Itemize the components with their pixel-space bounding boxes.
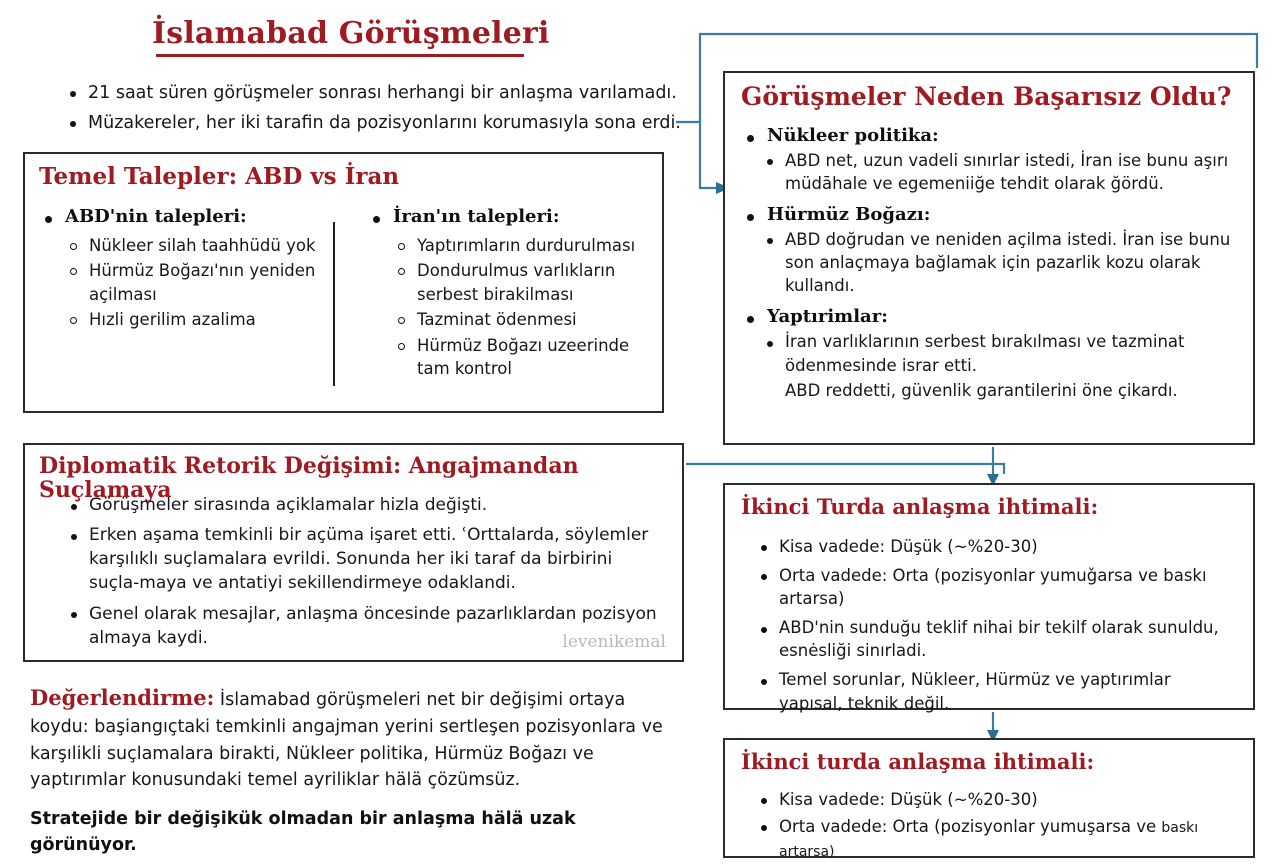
why-failed-heading: Görüşmeler Neden Başarısız Oldu? bbox=[741, 82, 1232, 111]
assessment-block bbox=[30, 682, 680, 859]
iran-demands-list bbox=[367, 234, 651, 381]
intro-bullet: Müzakereler, her iki tarafin da pozisyonlarını korumasıyla sona erdi. bbox=[62, 110, 702, 137]
demands-box bbox=[23, 152, 664, 413]
why-section-label: Nükleer politika: bbox=[739, 125, 1243, 146]
list-item: Genel olarak mesajlar, anlaşma öncesinde pazarlıklardan pozisyon almaya kaydi. bbox=[63, 602, 663, 650]
round2b-heading: İkinci turda anlaşma ihtimali: bbox=[741, 749, 1095, 774]
list-item: Tazminat ödenmesi bbox=[391, 308, 651, 331]
why-section-detail: ABD net, uzun vadeli sınırlar istedi, İran ise bunu aşırı müdāhale ve egemeniiğe tehdit olarak ğördü. bbox=[739, 149, 1243, 195]
why-section-label: Yaptırimlar: bbox=[739, 306, 1243, 327]
assessment-final: Stratejide bir değişikük olmadan bir anlaşma hälä uzak görünüyor. bbox=[30, 808, 576, 856]
list-item: Temel sorunlar, Nükleer, Hürmüz ve yaptırımlar yapısal, teknik değil. bbox=[753, 668, 1239, 714]
why-section-extra: ABD reddetti, güvenlik garantilerini öne çikardı. bbox=[785, 380, 1178, 400]
assessment-body: İslamabad görüşmeleri net bir değişimi ortaya koydu: başiangıçtaki temkinli angajman yerini sertleşen pozisyonlara ve karşılikli suçlamalara birakti, Nükleer politika, Hürmüz Boğazı ve yaptırımlar konusundaki temel ayriliklar hälä çözümsüz. bbox=[30, 690, 663, 791]
iran-demands-label: İran'ın talepleri: bbox=[367, 206, 651, 227]
connector-rhetoric-to-round2 bbox=[686, 464, 1004, 474]
list-item: Kisa vadede: Düşük (~%20-30) bbox=[753, 535, 1239, 558]
list-item: Orta vadede: Orta (pozisyonlar yumuǧarsa ve baskı artarsa) bbox=[753, 564, 1239, 610]
intro-bullet-list bbox=[62, 80, 702, 140]
why-failed-body bbox=[739, 125, 1243, 411]
list-item: Hızli gerilim azalima bbox=[63, 308, 345, 331]
round2b-bullet2-main: Orta vadede: Orta (pozisyonlar yumuşarsa ve bbox=[779, 816, 1162, 836]
list-item: Nükleer silah taahhüdü yok bbox=[63, 234, 345, 257]
demands-column-iran bbox=[345, 206, 651, 383]
demands-columns bbox=[39, 206, 651, 383]
round2b-bullet2-tail: baskı artarsa) bbox=[779, 819, 1199, 860]
assessment-lead: Değerlendirme: bbox=[30, 685, 215, 710]
round2b-bullet-list bbox=[753, 788, 1243, 866]
page-title: İslamabad Görüşmeleri bbox=[152, 16, 550, 51]
round2b-box bbox=[723, 738, 1255, 858]
demands-column-us bbox=[39, 206, 345, 383]
list-item: Kisa vadede: Düşük (~%20-30) bbox=[753, 788, 1243, 812]
title-underline bbox=[156, 54, 524, 57]
watermark: levenikemal bbox=[562, 632, 666, 652]
rhetoric-heading: Diplomatik Retorik Değişimi: Angajmandan Suçlamaya bbox=[39, 453, 579, 504]
us-demands-list bbox=[39, 234, 345, 332]
list-item: Hürmüz Boğazı'nın yeniden açilması bbox=[63, 259, 345, 306]
rhetoric-box bbox=[23, 443, 684, 662]
list-item: Erken aşama temkinli bir açüma işaret etti. ʿOrttalarda, söylemler karşılıklı suçlamalara evrildi. Sonunda her iki taraf da birbirini suçla-maya ve antatiyi sekillendirmeye odaklandi. bbox=[63, 523, 663, 595]
why-failed-box bbox=[723, 71, 1255, 445]
round2-bullet-list bbox=[753, 535, 1239, 721]
list-item: Dondurulmus varlıkların serbest birakilması bbox=[391, 259, 651, 306]
round2-box bbox=[723, 483, 1255, 713]
list-item: Hürmüz Boğazı uzeerinde tam kontrol bbox=[391, 334, 651, 381]
why-section-label: Hürmüz Boğazı: bbox=[739, 204, 1243, 225]
list-item: Yaptırımların durdurulması bbox=[391, 234, 651, 257]
why-section-detail: ABD doğrudan ve neniden açilma istedi. İran ise bunu son anlaçmaya bağlamak için pazarlik kozu olarak kullandı. bbox=[739, 228, 1243, 297]
connector-into-why bbox=[700, 122, 716, 188]
round2-heading: İkinci Turda anlaşma ihtimali: bbox=[741, 494, 1099, 519]
demands-column-divider bbox=[333, 222, 335, 386]
list-item: Görüşmeler sirasında açiklamalar hizla değişti. bbox=[63, 493, 663, 517]
demands-heading: Temel Talepler: ABD vs İran bbox=[39, 163, 400, 190]
intro-bullet: 21 saat süren görüşmeler sonrası herhangi bir anlaşma varılamadı. bbox=[62, 80, 702, 107]
list-item: ABD'nin sunduğu teklif nihai bir tekilf olarak sunuldu, esnėsliği sinırladi. bbox=[753, 616, 1239, 662]
why-section-detail: İran varlıklarının serbest bırakılması ve tazminat ödenmesinde israr etti. bbox=[739, 330, 1243, 376]
list-item bbox=[753, 815, 1243, 863]
us-demands-label: ABD'nin talepleri: bbox=[39, 206, 345, 227]
